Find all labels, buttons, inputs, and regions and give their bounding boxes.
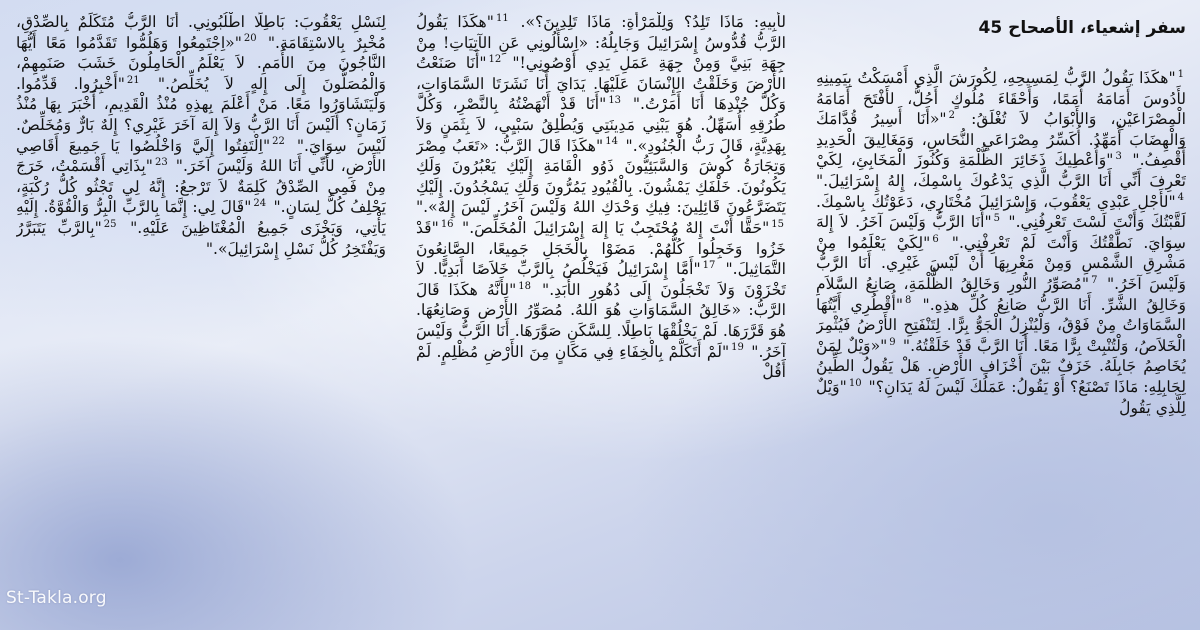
verse-text: "أَنَا الرَّبُّ وَلَيْسَ آخَرُ. لاَ إِلهَ سِوَايَ. نَطَّقْتُكَ وَأَنْتَ لَمْ تَعْرِفْنِي." [816,213,1186,252]
verse-number: 25 [103,218,117,230]
verse-text: "وَيْلٌ لِلَّذِي يَقُولُ [816,377,1186,417]
verse-number: 1 [1177,68,1184,80]
verse-number: 6 [932,233,939,245]
verse-number: 13 [608,95,622,107]
verse-number: 14 [605,136,618,148]
column-right [816,12,1186,612]
verse-text: "حَقًّا أَنْتَ إِلهٌ مُحْتَجِبٌ يَا إِلهَ إِسْرَائِيلَ الْمُخَلِّصَ." [455,218,770,237]
verse-text: "أَنَا قَدْ أَنْهَضْتُهُ بِالنَّصْرِ، وَكُلَّ طُرُقِهِ أُسَهِّلُ. هُوَ يَبْنِي مَدِينَتِي وَيُطْلِقُ سَبْيِي، لاَ بِثَمَنٍ وَلاَ بِهَدِيَّةٍ، قَالَ رَبُّ الْجُنُودِ»." [416,95,786,155]
verse-number: 18 [518,280,532,292]
verse-text: "بِذَاتِي أَقْسَمْتُ، خَرَجَ مِنْ فَمِي الصِّدْقُ كَلِمَةٌ لاَ تَرْجعُ: إِنَّهُ لِي تَجْثُو كُلُّ رُكْبَةٍ، يَحْلِفُ كُلُّ لِسَانٍ." [16,157,386,217]
verse-number: 3 [1115,151,1122,163]
verse-number: 24 [253,198,267,210]
verse-text: "أَنَا صَنَعْتُ الأَرْضَ وَخَلَقْتُ الإِنْسَانَ عَلَيْهَا. يَدَايَ أَنَا نَشَرَتَا السَّمَاوَاتِ، وَكُلَّ جُنْدِهَا أَنَا أَمَرْتُ." [416,54,786,114]
verse-text: "قَدْ خَزُوا وَخَجِلُوا كُلُّهُمْ. مَضَوْا بِالْخَجَلِ جَمِيعًا، الصَّانِعُونَ التَّمَاثِيلَ." [416,218,786,279]
column-middle [416,12,786,612]
verse-number: 16 [440,218,454,230]
verse-text: لِنَسْلِ يَعْقُوبَ: بَاطِلًا اطْلُبُونِي. أَنَا الرَّبُّ مُتَكَلِّمٌ بِالصِّدْقِ، مُخْبِرٌ بِالاسْتِقَامَةِ." [16,13,386,52]
column-middle-text [416,12,786,383]
column-left-text [16,12,386,259]
column-left [16,12,386,612]
verse-number: 15 [771,218,784,230]
verse-text: "هكَذَا يَقُولُ الرَّبُّ لِمَسِيحِهِ، لِكُورَشَ الَّذِي أَمْسَكْتُ بِيَمِينِهِ لأَدُوسَ أَمَامَهُ أُمَمًا، وَأَحْقَاءَ مُلُوكٍ أَحُلُّ، لأَفْتَحَ أَمَامَهُ الْمِصْرَاعَيْنِ، وَالأَبْوَابُ لاَ تُغْلَقُ: [816,69,1186,129]
verse-number: 8 [905,295,912,307]
verse-text: "هكَذَا يَقُولُ الرَّبُّ قُدُّوسُ إِسْرَائِيلَ وَجَابِلُهُ: «اِسْأَلُونِي عَنِ الآتِيَاتِ! مِنْ جِهَةِ بَنِيَّ وَمِنْ جِهَةِ عَمَلِ يَدِي أَوْصُونِي!" [416,13,786,73]
verse-number: 9 [889,336,896,348]
verse-text: "وَأُعْطِيكَ ذَخَائِرَ الظُّلْمَةِ وَكُنُوزَ الْمَخَابِئِ، لِكَيْ تَعْرِفَ أَنِّي أَنَا الرَّبُّ الَّذِي يَدْعُوكَ بِاسْمِكَ، إِلهُ إِسْرَائِيلَ." [816,151,1186,190]
chapter-title: سفر إشعياء، الأصحاح 45 [978,18,1186,38]
verse-number: 11 [495,12,509,24]
verse-number: 20 [243,33,257,45]
site-watermark: St-Takla.org [6,588,107,608]
verse-number: 22 [272,136,285,148]
verse-text: "لَمْ أَتَكَلَّمْ بِالْخِفَاءِ فِي مَكَانٍ مِنَ الأَرْضِ مُظْلِمٍ. لَمْ أَقُلْ [416,342,786,382]
verse-number: 10 [848,377,862,389]
verse [511,13,786,31]
scripture-page [14,12,1186,612]
verse [456,219,786,237]
verse-text: "هكَذَا قَالَ الرَّبُّ: «تَعَبُ مِصْرَ وَتِجَارَةُ كُوشَ وَالسَّبَئِيُّونَ ذَوُو الْقَامَةِ إِلَيْكِ يَعْبُرُونَ وَلَكِ يَكُونُونَ. خَلْفَكِ يَمْشُونَ. بِالْقُيُودِ يَمُرُّونَ وَلَكِ يَسْجُدُونَ. إِلَيْكِ يَتَضَرَّعُونَ قَائِلِينَ: فِيكِ وَحْدَكِ اللهُ وَلَيْسَ آخَرُ. لَيْسَ إِلهٌ»." [416,136,786,217]
verse-text: "بِالرَّبِّ يَتَبَرَّرُ وَيَفْتَخِرُ كُلُّ نَسْلِ إِسْرَائِيلَ»." [16,218,386,258]
verse-number: 4 [1177,192,1184,204]
verse-text: "مُصَوِّرُ النُّورِ وَخَالِقُ الظُّلْمَةِ، صَانِعُ السَّلاَمِ وَخَالِقُ الشَّرِّ. أَنَا الرَّبُّ صَانِعُ كُلِّ هذِهِ." [816,274,1186,314]
verse-text: "أَخْبِرُوا. قَدِّمُوا. وَلْيَتَشَاوَرُوا مَعًا. مَنْ أَعْلَمَ بِهذِهِ مُنْذُ الْقَدِيمِ، أَخْبَرَ بِهَا مُنْذُ زَمَانٍ؟ أَلَيْسَ أَنَا الرَّبُّ وَلاَ إِلهَ آخَرَ غَيْرِي؟ إِلهٌ بَارٌّ وَمُخَلِّصٌ. لَيْسَ سِوَايَ." [16,74,386,155]
verse-text: لأَبِيهِ: مَاذَا تَلِدُ؟ وَلِلْمَرْأَةِ: مَاذَا تَلِدِينَ؟». [510,13,786,31]
verse-text: "«وَيْلٌ لِمَنْ يُخَاصِمُ جَابِلَهُ. خَزَفٌ بَيْنَ أَخْزَافِ الأَرْضِ. هَلْ يَقُولُ الطِّينُ لِجَابِلِهِ: مَاذَا تَصْنَعُ؟ أَوْ يَقُولُ: عَمَلُكَ لَيْسَ لَهُ يَدَانِ؟" [816,336,1186,396]
verse-text: "«اِجْتَمِعُوا وَهَلُمُّوا تَقَدَّمُوا مَعًا أَيُّهَا النَّاجُونَ مِنَ الأُمَمِ. لاَ يَعْلَمُ الْحَامِلُونَ خَشَبَ صَنَمِهِمْ، وَالْمُصَلُّونَ إِلَى إِلهٍ لاَ يُخَلِّصُ." [16,33,386,93]
verse [416,343,786,382]
verse-text: "«أَنَا أَسِيرُ قُدَّامَكَ وَالْهِضَابَ أُمَهِّدُ. أُكَسِّرُ مِصْرَاعَيِ النُّحَاسِ، وَمَغَالِيقَ الْحَدِيدِ أَقْصِفُ." [816,110,1186,170]
verse-number: 5 [993,212,1001,224]
verse-text: "اِلْتَفِتُوا إِلَيَّ وَاخْلُصُوا يَا جَمِيعَ أَقَاصِي الأَرْضِ، لأَنِّي أَنَا اللهُ وَلَيْسَ آخَرَ." [16,136,386,176]
verse-text: "لِكَيْ يَعْلَمُوا مِنْ مَشْرِقِ الشَّمْسِ وَمِنْ مَغْرِبِهَا أَنْ لَيْسَ غَيْرِي. أَنَا الرَّبُّ وَلَيْسَ آخَرُ." [816,233,1186,293]
verse-text: "قَالَ لِي: إِنَّمَا بِالرَّبِّ الْبِرُّ وَالْقُوَّةُ. إِلَيْهِ يَأْتِي، وَيَخْزَى جَمِيعُ الْمُغْتَاظِينَ عَلَيْهِ." [16,198,386,237]
verse-text: "أَمَّا إِسْرَائِيلُ فَيَخْلُصُ بِالرَّبِّ خَلاَصًا أَبَدِيًّا. لاَ تَخْزَوْنَ وَلاَ تَخْجَلُونَ إِلَى دُهُورِ الأَبَدِ." [416,260,786,299]
verse-number: 23 [154,156,168,168]
verse-number: 12 [488,54,502,65]
verse-text: "لأَجْلِ عَبْدِي يَعْقُوبَ، وَإِسْرَائِيلَ مُخْتَارِي، دَعَوْتُكَ بِاسْمِكَ. لَقَّبْتُكَ وَأَنْتَ لَسْتَ تَعْرِفُنِي." [816,192,1186,232]
column-right-text [816,68,1186,418]
verse-text: "أُقْطُرِي أَيَّتُهَا السَّمَاوَاتُ مِنْ فَوْقُ، وَلْيُنْزِلُ الْجَوُّ بِرًّا. لِتَنْفَتِحِ الأَرْضُ فَيُثْمِرَ الْخَلاَصُ، وَلْتُنْبِتْ بِرًّا مَعًا. أَنَا الرَّبَّ قَدْ خَلَقْتُهُ." [816,295,1186,355]
verse-number: 17 [702,259,716,271]
verse-number: 19 [731,342,744,354]
verse-text: "لأَنَّهُ هكَذَا قَالَ الرَّبُّ: «خَالِقُ السَّمَاوَاتِ هُوَ اللهُ. مُصَوِّرُ الأَرْضِ وَصَانِعُهَا. هُوَ قَرَّرَهَا. لَمْ يَخْلُقْهَا بَاطِلًا. لِلسَّكَنِ صَوَّرَهَا. أَنَا الرَّبُّ وَلَيْسَ آخَرُ." [416,280,786,361]
verse-number: 7 [1091,274,1098,286]
verse-number: 21 [126,74,140,86]
verse-number: 2 [948,110,955,121]
